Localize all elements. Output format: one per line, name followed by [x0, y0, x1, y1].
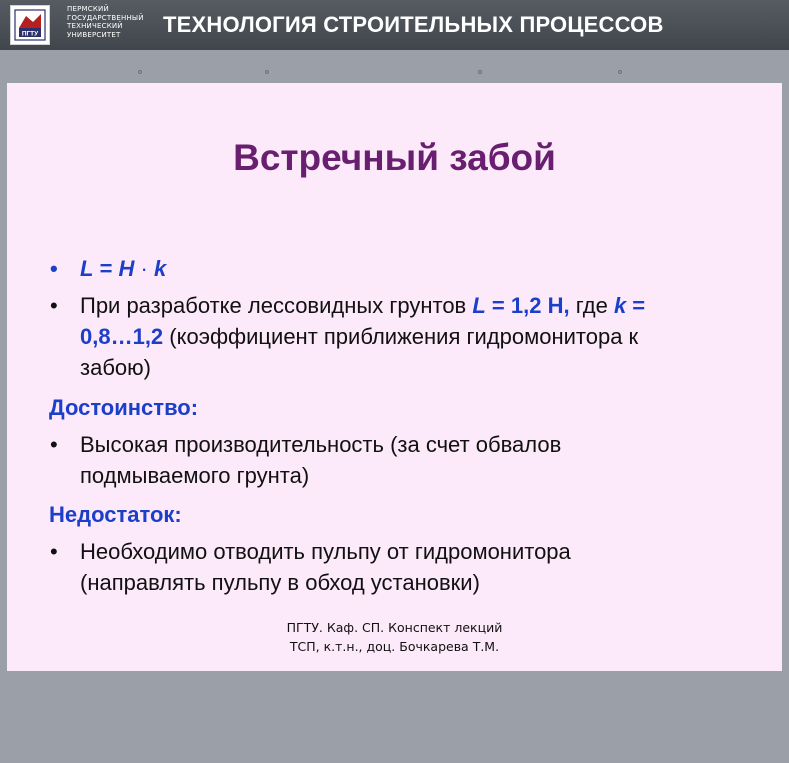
university-line: ТЕХНИЧЕСКИЙ: [67, 22, 123, 30]
university-line: УНИВЕРСИТЕТ: [67, 30, 121, 39]
formula-k: k: [153, 256, 167, 281]
university-name: [67, 5, 144, 39]
item2-value-eq: = 1,2 Н,: [485, 293, 570, 318]
formula-line: [80, 256, 166, 282]
university-logo: [10, 5, 50, 45]
bullet-marker: •: [50, 539, 58, 564]
item2-value-range: 0,8…1,2: [80, 324, 164, 349]
footer-band: [0, 671, 789, 763]
credit-line2: ТСП, к.т.н., доц. Бочкарева Т.М.: [289, 639, 500, 654]
decorative-dot: [138, 70, 142, 74]
formula-dot: ·: [134, 256, 154, 281]
disadvantage-line1: Необходимо отводить пульпу от гидромонитора: [80, 539, 571, 564]
university-line: ГОСУДАРСТВЕННЫЙ: [67, 13, 144, 22]
item2-line1: [80, 293, 645, 319]
item2-value-k-eq: =: [626, 293, 646, 318]
formula-L: L: [80, 256, 94, 281]
logo-text: ПГТУ: [21, 30, 39, 38]
advantage-line1: Высокая производительность (за счет обвалов: [80, 432, 562, 457]
disadvantage-line2: (направлять пульпу в обход установки): [80, 570, 480, 595]
formula-eq: =: [93, 256, 119, 281]
header-bar: [0, 0, 789, 50]
disadvantage-heading: Недостаток:: [49, 502, 182, 527]
item2-text2: (коэффициент приближения гидромонитора к: [163, 324, 639, 349]
bullet-marker: •: [50, 293, 58, 318]
university-line: ПЕРМСКИЙ: [67, 5, 109, 13]
item2-text1: При разработке лессовидных грунтов: [80, 293, 473, 318]
bullet-marker: •: [50, 432, 58, 457]
credit-line1: ПГТУ. Каф. СП. Конспект лекций: [286, 620, 503, 635]
slide-title: Встречный забой: [233, 137, 556, 178]
formula-H: H: [118, 256, 135, 281]
decorative-dot: [478, 70, 482, 74]
item2-line3: забою): [80, 355, 151, 380]
bullet-marker: •: [50, 256, 58, 281]
item2-value-k: k: [613, 293, 627, 318]
top-band: [0, 50, 789, 83]
decorative-dot: [618, 70, 622, 74]
advantage-heading: Достоинство:: [49, 395, 199, 420]
decorative-dot: [265, 70, 269, 74]
item2-text-where: где: [569, 293, 614, 318]
advantage-line2: подмываемого грунта): [80, 463, 310, 488]
item2-line2: [80, 324, 638, 350]
item2-value-L: L: [472, 293, 486, 318]
course-title: ТЕХНОЛОГИЯ СТРОИТЕЛЬНЫХ ПРОЦЕССОВ: [163, 12, 664, 37]
